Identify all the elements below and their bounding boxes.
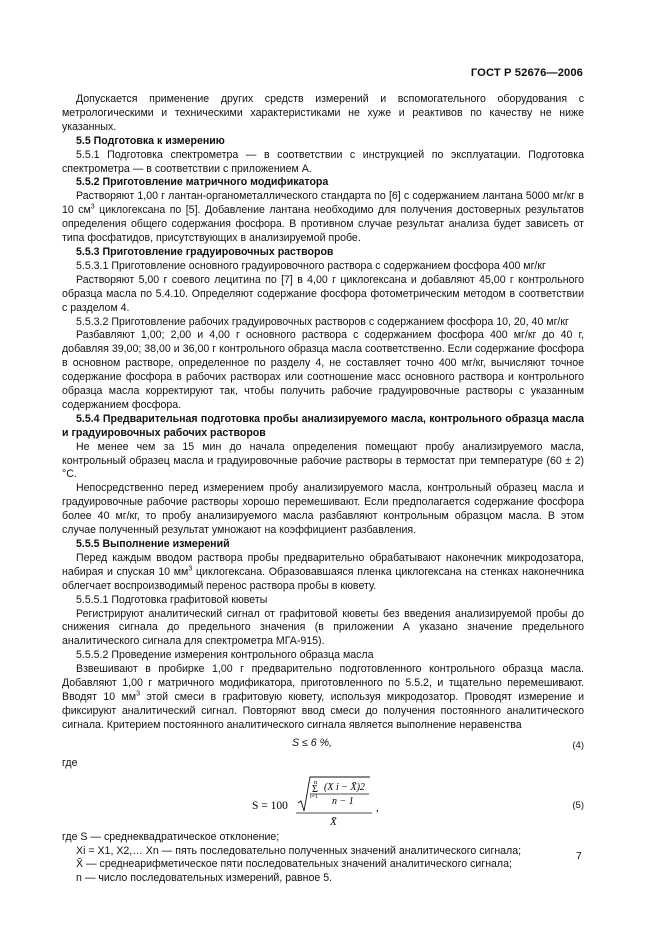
formula-lhs: S = 100: [252, 799, 288, 812]
paragraph: Не менее чем за 15 мин до начала определения помещают пробу анализируемого масла, контрольный образец масла и градуировочные рабочие растворы в термостат при температуре (60 ± 2) °С.: [62, 440, 584, 481]
inner-denominator: n − 1: [332, 795, 354, 807]
paragraph-5-5-5-1: 5.5.5.1 Подготовка графитовой кюветы: [76, 593, 268, 606]
standard-header: ГОСТ Р 52676—2006: [470, 67, 583, 79]
paragraph-5-5-3-2: 5.5.3.2 Приготовление рабочих градуировочных растворов с содержанием фосфора 10, 20, 40 мг/кг: [76, 315, 569, 328]
paragraph-5-5-2: [62, 190, 584, 246]
equation-number: (4): [572, 739, 584, 751]
text-run: циклогексана по [5]. Добавление лантана необходимо для получения достоверных результатов определения общего содержания фосфора. В противном случае результат анализа будет зависеть от типа фосфатидов, присутствующих в анализируемой пробе.: [62, 204, 585, 245]
paragraph: [62, 552, 584, 594]
formula-denominator: X̄: [330, 815, 337, 828]
section-heading-5-5: 5.5 Подготовка к измерению: [76, 134, 225, 147]
text-run: циклогексана. Образовавшаяся пленка циклогексана на стенках наконечника облегчает воспроизводимый перенос раствора пробы в кювету.: [62, 565, 584, 592]
sum-upper: n: [314, 778, 318, 786]
section-heading-5-5-5: 5.5.5 Выполнение измерений: [76, 538, 230, 550]
sum-sign: Σ: [312, 783, 318, 795]
formula-tail: ,: [376, 801, 379, 814]
equation-5: [62, 771, 584, 831]
equation-4: [62, 733, 584, 753]
paragraph-5-5-1: 5.5.1 Подготовка спектрометра — в соответствии с инструкцией по эксплуатации. Подготовка спектрометра — в соответствии с приложением А.: [62, 148, 584, 175]
definition-item: Xi = X1, X2,… Xn — пять последовательно полученных значений аналитического сигнала;: [76, 844, 522, 857]
formula-numerator: (X i − X̄)2: [324, 781, 365, 793]
paragraph: Растворяют 5,00 г соевого лецитина по [7] в 4,00 г циклогексана и добавляют 45,00 г контрольного образца масла по 5.4.10. Определяют содержание фосфора фотометрическим методом в соответствии с разделом 4.: [62, 273, 584, 314]
text-run: Растворяют 1,00 г лантан-органометаллического стандарта по [6] с содержанием лантана 5000 мг/кг в 10 см: [62, 190, 584, 217]
formula-svg: [252, 773, 452, 831]
section-heading-5-5-2: 5.5.2 Приготовление матричного модификатора: [76, 176, 329, 189]
section-heading-5-5-4: 5.5.4 Предварительная подготовка пробы анализируемого масла, контрольного образца масла и градуировочных рабочих растворов: [62, 412, 584, 439]
paragraph-5-5-5-2: 5.5.5.2 Проведение измерения контрольного образца масла: [76, 649, 374, 662]
document-body: [62, 93, 584, 886]
superscript: 3: [136, 690, 141, 698]
paragraph: Непосредственно перед измерением пробу анализируемого масла, контрольный образец масла и градуировочные рабочие растворы хорошо перемешивают. Если предполагается содержание фосфора более 40 мг/кг, то пробу анализируемого масла разбавляют контрольным образцом масла. В этом случае полученный результат умножают на коэффициент разбавления.: [62, 482, 584, 537]
paragraph: Допускается применение других средств измерений и вспомогательного оборудования с метрологическими и техническими характеристиками не хуже и реактивов по качеству не ниже указанных.: [62, 93, 584, 133]
equation-number: (5): [572, 799, 584, 811]
sum-lower: i=1: [310, 793, 319, 800]
page-number: 7: [576, 850, 582, 862]
text-run: этой смеси в графитовую кювету, используя микродозатор. Проводят измерение и фиксируют аналитический сигнал. Повторяют ввод смеси до получения постоянного аналитического сигнала. Критерием постоянного аналитического сигнала является выполнение неравенства: [62, 690, 584, 731]
section-heading-5-5-3: 5.5.3 Приготовление градуировочных растворов: [76, 245, 334, 258]
paragraph: Разбавляют 1,00; 2,00 и 4,00 г основного раствора с содержанием фосфора 400 мг/кг до 40 г, добавляя 39,00; 38,00 и 36,00 г контрольного образца масла соответственно. Если содержание фосфора в основном растворе, определенное по разделу 4, не составляет точно 400 мг/кг, вычисляют точное содержание фосфора в рабочих растворах или соотношение масс основного раствора и контрольного образца масла корректируют так, чтобы получить рабочие градуировочные растворы с указанным содержанием фосфора.: [62, 329, 584, 411]
paragraph: [62, 663, 584, 733]
paragraph-5-5-3-1: 5.5.3.1 Приготовление основного градуировочного раствора с содержанием фосфора 400 мг/кг: [76, 259, 546, 272]
text-run: Взвешивают в пробирке 1,00 г предварительно подготовленного контрольного образца масла. Добавляют 1,00 г матричного модификатора, приготовленного по 5.5.2, и тщательно перемешивают. Вводят 10 мм: [62, 663, 584, 703]
superscript: 3: [90, 203, 95, 211]
paragraph: Регистрируют аналитический сигнал от графитовой кюветы без введения анализируемой пробы до снижения сигнала до предельного значения (в приложении А указано значение предельного аналитического сигнала для спектрометра МГА-915).: [62, 607, 584, 648]
text-run: Перед каждым вводом раствора пробы предварительно обрабатывают наконечник микродозатора, набирая и спуская 10 мм: [62, 551, 584, 578]
definition-item: где S — среднеквадратическое отклонение;: [62, 830, 280, 843]
definition-item: X̄ — среднеарифметическое пяти последовательных значений аналитического сигнала;: [76, 858, 512, 871]
equation-formula: S ≤ 6 %,: [292, 736, 332, 749]
definition-item: n — число последовательных измерений, равное 5.: [76, 872, 333, 885]
definitions-list: [62, 831, 584, 887]
where-label: где: [62, 756, 78, 769]
superscript: 3: [188, 565, 193, 573]
